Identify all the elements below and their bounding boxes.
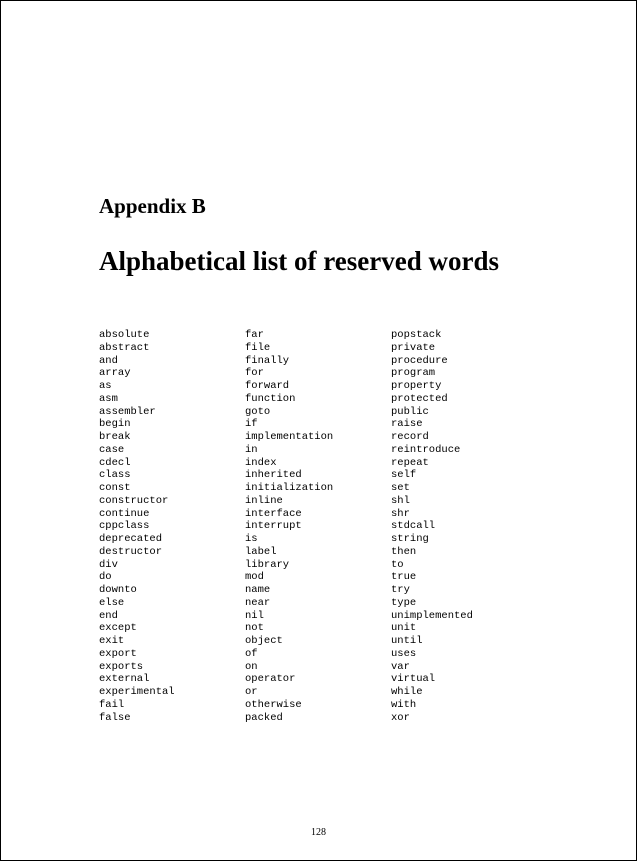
- reserved-word: export: [99, 647, 137, 660]
- reserved-word: packed: [245, 711, 283, 724]
- reserved-word: shr: [391, 507, 410, 520]
- reserved-word: nil: [245, 609, 264, 622]
- reserved-word: while: [391, 686, 423, 698]
- reserved-word: end: [99, 609, 118, 622]
- reserved-word: var: [391, 660, 410, 673]
- reserved-word: finally: [245, 354, 290, 367]
- reserved-word: try: [391, 584, 410, 596]
- reserved-word: index: [245, 456, 277, 469]
- reserved-word: downto: [99, 584, 137, 596]
- reserved-word: function: [245, 392, 296, 405]
- reserved-word: deprecated: [99, 533, 163, 545]
- reserved-word: const: [99, 482, 131, 494]
- reserved-word: on: [245, 660, 258, 673]
- reserved-word: exit: [99, 635, 125, 647]
- reserved-word: do: [99, 571, 112, 584]
- reserved-word: stdcall: [391, 520, 436, 533]
- reserved-word: else: [99, 596, 125, 609]
- reserved-word: interface: [245, 507, 302, 520]
- reserved-word: popstack: [391, 329, 442, 341]
- reserved-word: fail: [99, 698, 125, 711]
- reserved-word: inline: [245, 494, 283, 507]
- reserved-word: break: [99, 431, 131, 443]
- reserved-word: forward: [245, 380, 290, 392]
- reserved-word: reintroduce: [391, 443, 461, 456]
- reserved-word: virtual: [391, 673, 436, 686]
- reserved-word: otherwise: [245, 698, 302, 711]
- reserved-word: set: [391, 482, 410, 494]
- reserved-word: cdecl: [99, 456, 131, 469]
- reserved-word: or: [245, 686, 258, 698]
- reserved-word: object: [245, 635, 283, 647]
- reserved-word: array: [99, 367, 131, 380]
- reserved-word: public: [391, 405, 429, 418]
- reserved-word: with: [391, 698, 417, 711]
- reserved-word: type: [391, 596, 417, 609]
- reserved-word: initialization: [245, 482, 334, 494]
- reserved-word: constructor: [99, 494, 169, 507]
- reserved-word: near: [245, 596, 271, 609]
- reserved-word: operator: [245, 673, 296, 686]
- reserved-word: is: [245, 533, 258, 545]
- reserved-words-column-1: [99, 329, 175, 724]
- reserved-word: asm: [99, 392, 118, 405]
- reserved-word: string: [391, 533, 429, 545]
- reserved-word: except: [99, 622, 137, 635]
- reserved-word: interrupt: [245, 520, 302, 533]
- reserved-word: shl: [391, 494, 410, 507]
- page-number: 128: [311, 827, 326, 838]
- reserved-word: absolute: [99, 329, 150, 341]
- reserved-word: unimplemented: [391, 609, 473, 622]
- reserved-word: property: [391, 380, 442, 392]
- reserved-word: repeat: [391, 456, 429, 469]
- reserved-words-column-2: [245, 329, 333, 724]
- reserved-word: experimental: [99, 686, 175, 698]
- reserved-word: implementation: [245, 431, 334, 443]
- reserved-word: cppclass: [99, 520, 150, 533]
- reserved-word: case: [99, 443, 125, 456]
- reserved-word: in: [245, 443, 258, 456]
- reserved-word: far: [245, 329, 264, 341]
- reserved-word: for: [245, 367, 264, 380]
- reserved-words-column-3: [391, 329, 473, 724]
- reserved-word: xor: [391, 711, 410, 724]
- reserved-word: procedure: [391, 354, 448, 367]
- reserved-word: if: [245, 418, 258, 431]
- reserved-word: private: [391, 341, 436, 354]
- reserved-word: file: [245, 341, 271, 354]
- reserved-word: uses: [391, 647, 417, 660]
- reserved-word: record: [391, 431, 429, 443]
- reserved-word: true: [391, 571, 417, 584]
- reserved-word: as: [99, 380, 112, 392]
- reserved-word: unit: [391, 622, 417, 635]
- reserved-word: continue: [99, 507, 150, 520]
- reserved-word: and: [99, 354, 118, 367]
- reserved-word: goto: [245, 405, 271, 418]
- reserved-word: until: [391, 635, 423, 647]
- reserved-word: div: [99, 558, 118, 571]
- reserved-word: external: [99, 673, 150, 686]
- reserved-word: self: [391, 469, 417, 482]
- appendix-label: Appendix B: [99, 194, 206, 218]
- reserved-word: of: [245, 647, 258, 660]
- reserved-word: abstract: [99, 341, 150, 354]
- reserved-word: program: [391, 367, 436, 380]
- reserved-word: false: [99, 711, 131, 724]
- reserved-word: inherited: [245, 469, 302, 482]
- reserved-word: destructor: [99, 545, 163, 558]
- reserved-word: assembler: [99, 405, 156, 418]
- reserved-word: raise: [391, 418, 423, 431]
- reserved-word: to: [391, 558, 404, 571]
- reserved-word: mod: [245, 571, 264, 584]
- reserved-word: not: [245, 622, 264, 635]
- reserved-word: then: [391, 545, 417, 558]
- reserved-word: class: [99, 469, 131, 482]
- reserved-word: protected: [391, 392, 448, 405]
- reserved-word: library: [245, 558, 290, 571]
- reserved-word: name: [245, 584, 271, 596]
- reserved-word: begin: [99, 418, 131, 431]
- reserved-word: exports: [99, 660, 144, 673]
- reserved-word: label: [245, 545, 277, 558]
- page-title: Alphabetical list of reserved words: [99, 246, 499, 276]
